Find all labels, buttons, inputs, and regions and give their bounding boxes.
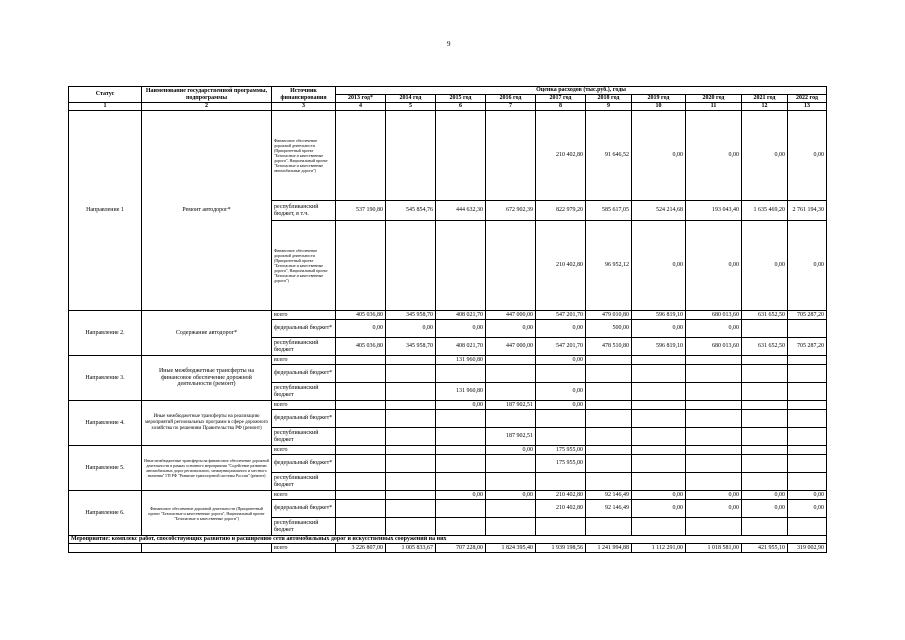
value-cell: [686, 356, 742, 365]
header-year: 2022 год: [788, 95, 827, 103]
value-cell: [486, 356, 536, 365]
measure-title: Мероприятие: комплекс работ, способствующих развитию и расширению сети автомобильных дорог и искусственных сооружений на них: [69, 536, 827, 544]
value-cell: [536, 518, 586, 536]
value-cell: [486, 518, 536, 536]
value-cell: 405 036,80: [336, 311, 386, 320]
value-cell: 500,00: [586, 320, 632, 338]
value-cell: 0,00: [686, 111, 742, 201]
status-cell: Направление 1: [69, 111, 142, 311]
value-cell: 447 000,00: [486, 311, 536, 320]
value-cell: 0,00: [632, 320, 686, 338]
status-cell: Направление 2.: [69, 311, 142, 356]
value-cell: 210 402,80: [536, 491, 586, 500]
value-cell: 0,00: [742, 500, 788, 518]
value-cell: 0,00: [486, 446, 536, 455]
value-cell: [686, 365, 742, 383]
program-name-cell: Финансовое обеспечение дорожной деятельности (Приоритетный проект "Безопасные и качественные дороги", Национальный проект "Безопасные и качественные дороги"): [142, 491, 272, 536]
value-cell: 91 646,52: [586, 111, 632, 201]
status-cell: Направление 6.: [69, 491, 142, 536]
value-cell: [336, 455, 386, 473]
value-cell: 175 955,00: [536, 455, 586, 473]
value-cell: [336, 401, 386, 410]
value-cell: [742, 356, 788, 365]
value-cell: 596 819,10: [632, 338, 686, 356]
funding-source-cell: всего: [272, 356, 336, 365]
value-cell: 92 146,49: [586, 491, 632, 500]
funding-source-cell: Финансовое обеспечение дорожной деятельности (Приоритетный проект "Безопасные и качественные дороги", Национальный проект "Безопасные и качественные автомобильные дороги"): [272, 111, 336, 201]
value-cell: [742, 410, 788, 428]
program-name-cell: Иные межбюджетные трансферты на финансовое обеспечение дорожной деятельности в рамках основного мероприятия "Содействие развитию автомобильных дорог регионального, межмуниципального и местного значения" ГП РФ "Развитие транспортной системы России" (ремонт): [142, 446, 272, 491]
value-cell: [436, 365, 486, 383]
value-cell: 707 228,00: [436, 544, 486, 553]
value-cell: [436, 428, 486, 446]
value-cell: [386, 446, 436, 455]
value-cell: [436, 455, 486, 473]
value-cell: [788, 401, 827, 410]
value-cell: 0,00: [788, 111, 827, 201]
value-cell: [788, 428, 827, 446]
table-row: [69, 401, 827, 410]
table-row: [69, 111, 827, 201]
funding-source-cell: Финансовое обеспечение дорожной деятельности (Приоритетный проект "Безопасные и качественные дороги", Национальный проект "Безопасные и качественные дороги"): [272, 221, 336, 311]
value-cell: [386, 500, 436, 518]
header-column-number: 9: [586, 103, 632, 111]
value-cell: [632, 455, 686, 473]
value-cell: 0,00: [632, 500, 686, 518]
value-cell: [742, 365, 788, 383]
value-cell: [742, 320, 788, 338]
value-cell: [336, 410, 386, 428]
value-cell: 0,00: [686, 221, 742, 311]
value-cell: 537 190,80: [336, 201, 386, 221]
value-cell: [742, 446, 788, 455]
value-cell: [436, 446, 486, 455]
value-cell: [536, 473, 586, 491]
value-cell: [742, 383, 788, 401]
page-number: 9: [447, 40, 451, 48]
value-cell: [742, 428, 788, 446]
value-cell: 345 958,70: [386, 338, 436, 356]
program-name-cell: Ремонт автодорог*: [142, 111, 272, 311]
value-cell: [788, 473, 827, 491]
header-year: 2013 год*: [336, 95, 386, 103]
value-cell: [686, 410, 742, 428]
value-cell: 408 021,70: [436, 338, 486, 356]
header-column-number: 13: [788, 103, 827, 111]
value-cell: [486, 455, 536, 473]
value-cell: [788, 320, 827, 338]
value-cell: [686, 446, 742, 455]
value-cell: [586, 365, 632, 383]
value-cell: [586, 473, 632, 491]
value-cell: [436, 473, 486, 491]
value-cell: 547 201,70: [536, 338, 586, 356]
value-cell: 0,00: [788, 491, 827, 500]
value-cell: 131 960,80: [436, 383, 486, 401]
value-cell: [788, 455, 827, 473]
value-cell: [632, 446, 686, 455]
program-name-cell: Содержание автодорог*: [142, 311, 272, 356]
value-cell: 0,00: [742, 111, 788, 201]
header-column-number: 4: [336, 103, 386, 111]
value-cell: [686, 401, 742, 410]
table-row: [69, 536, 827, 544]
value-cell: [336, 356, 386, 365]
value-cell: 585 617,05: [586, 201, 632, 221]
value-cell: [386, 111, 436, 201]
value-cell: [586, 518, 632, 536]
value-cell: [336, 365, 386, 383]
value-cell: [436, 518, 486, 536]
value-cell: 1 112 291,00: [632, 544, 686, 553]
value-cell: [632, 473, 686, 491]
status-cell: Направление 4.: [69, 401, 142, 446]
header-year: 2018 год: [586, 95, 632, 103]
table-row: [69, 311, 827, 320]
value-cell: [436, 111, 486, 201]
value-cell: [686, 518, 742, 536]
value-cell: 479 010,80: [586, 311, 632, 320]
program-name-cell: Иные межбюджетные трансферты на финансовое обеспечение дорожной деятельности (ремонт): [142, 356, 272, 401]
value-cell: [632, 401, 686, 410]
value-cell: 547 201,70: [536, 311, 586, 320]
header-source: Источник финансирования: [272, 87, 336, 103]
value-cell: [632, 410, 686, 428]
value-cell: 672 902,39: [486, 201, 536, 221]
value-cell: [586, 401, 632, 410]
value-cell: [742, 455, 788, 473]
value-cell: [486, 365, 536, 383]
header-column-number: 2: [142, 103, 272, 111]
value-cell: [586, 356, 632, 365]
status-cell: [69, 544, 142, 553]
value-cell: 680 013,60: [686, 311, 742, 320]
value-cell: [742, 401, 788, 410]
value-cell: 1 939 198,56: [536, 544, 586, 553]
funding-source-cell: федеральный бюджет*: [272, 410, 336, 428]
value-cell: [788, 356, 827, 365]
header-column-number: 6: [436, 103, 486, 111]
value-cell: 210 402,80: [536, 111, 586, 201]
funding-source-cell: республиканский бюджет: [272, 338, 336, 356]
value-cell: 1 635 469,20: [742, 201, 788, 221]
value-cell: 3 226 807,00: [336, 544, 386, 553]
value-cell: 705 287,20: [788, 311, 827, 320]
value-cell: 631 652,50: [742, 338, 788, 356]
header-column-number: 1: [69, 103, 142, 111]
value-cell: [632, 365, 686, 383]
value-cell: [386, 383, 436, 401]
value-cell: [536, 428, 586, 446]
value-cell: [386, 356, 436, 365]
funding-source-cell: всего: [272, 491, 336, 500]
value-cell: [436, 221, 486, 311]
value-cell: [486, 111, 536, 201]
value-cell: [436, 410, 486, 428]
funding-source-cell: республиканский бюджет: [272, 428, 336, 446]
table-row: [69, 356, 827, 365]
value-cell: 0,00: [436, 320, 486, 338]
value-cell: [632, 518, 686, 536]
value-cell: [386, 491, 436, 500]
value-cell: 92 146,49: [586, 500, 632, 518]
value-cell: [386, 410, 436, 428]
value-cell: 0,00: [536, 401, 586, 410]
value-cell: [632, 383, 686, 401]
funding-source-cell: республиканский бюджет: [272, 383, 336, 401]
value-cell: 0,00: [336, 320, 386, 338]
header-year: 2020 год: [686, 95, 742, 103]
table-row: [69, 491, 827, 500]
value-cell: 421 955,10: [742, 544, 788, 553]
value-cell: 187 902,51: [486, 401, 536, 410]
value-cell: [486, 410, 536, 428]
value-cell: 408 021,70: [436, 311, 486, 320]
header-column-number: 8: [536, 103, 586, 111]
value-cell: [788, 383, 827, 401]
value-cell: 0,00: [742, 491, 788, 500]
funding-source-cell: республиканский бюджет: [272, 473, 336, 491]
header-estimate: Оценка расходов (тыс.руб.), годы: [336, 87, 827, 95]
value-cell: [336, 500, 386, 518]
value-cell: 444 632,30: [436, 201, 486, 221]
header-status: Статус: [69, 87, 142, 103]
value-cell: 131 960,80: [436, 356, 486, 365]
value-cell: 1 018 581,00: [686, 544, 742, 553]
value-cell: 187 902,51: [486, 428, 536, 446]
value-cell: [788, 365, 827, 383]
value-cell: 0,00: [686, 320, 742, 338]
value-cell: [486, 221, 536, 311]
value-cell: 0,00: [788, 221, 827, 311]
value-cell: 1 005 833,67: [386, 544, 436, 553]
status-cell: Направление 3.: [69, 356, 142, 401]
value-cell: 0,00: [632, 111, 686, 201]
value-cell: [586, 410, 632, 428]
funding-source-cell: федеральный бюджет*: [272, 365, 336, 383]
value-cell: 405 036,80: [336, 338, 386, 356]
value-cell: [336, 111, 386, 201]
header-column-number: 12: [742, 103, 788, 111]
funding-source-cell: республиканский бюджет: [272, 518, 336, 536]
value-cell: [386, 365, 436, 383]
value-cell: 0,00: [742, 221, 788, 311]
value-cell: 345 958,70: [386, 311, 436, 320]
value-cell: [586, 428, 632, 446]
value-cell: [386, 401, 436, 410]
value-cell: 631 652,50: [742, 311, 788, 320]
header-year: 2015 год: [436, 95, 486, 103]
value-cell: 0,00: [632, 491, 686, 500]
value-cell: 545 854,76: [386, 201, 436, 221]
value-cell: [788, 518, 827, 536]
expenditure-table: [68, 86, 827, 553]
funding-source-cell: федеральный бюджет*: [272, 500, 336, 518]
value-cell: 0,00: [686, 500, 742, 518]
header-column-number: 11: [686, 103, 742, 111]
table-row: [69, 544, 827, 553]
program-name-cell: [142, 544, 272, 553]
value-cell: [788, 446, 827, 455]
value-cell: 193 043,40: [686, 201, 742, 221]
status-cell: Направление 5.: [69, 446, 142, 491]
value-cell: [436, 500, 486, 518]
value-cell: 680 013,60: [686, 338, 742, 356]
value-cell: [386, 455, 436, 473]
funding-source-cell: всего: [272, 446, 336, 455]
value-cell: [632, 356, 686, 365]
value-cell: 478 510,80: [586, 338, 632, 356]
funding-source-cell: всего: [272, 401, 336, 410]
value-cell: 705 287,20: [788, 338, 827, 356]
value-cell: [536, 365, 586, 383]
value-cell: 822 979,20: [536, 201, 586, 221]
value-cell: 0,00: [386, 320, 436, 338]
program-name-cell: Иные межбюджетные трансферты на реализацию мероприятий региональных программ в сфере дорожного хозяйства по решениям Правительства РФ (ремонт): [142, 401, 272, 446]
funding-source-cell: всего: [272, 311, 336, 320]
value-cell: [386, 473, 436, 491]
table-row: [69, 446, 827, 455]
funding-source-cell: всего: [272, 544, 336, 553]
value-cell: [336, 518, 386, 536]
value-cell: 0,00: [436, 401, 486, 410]
value-cell: 210 402,80: [536, 500, 586, 518]
value-cell: [386, 428, 436, 446]
value-cell: 0,00: [486, 320, 536, 338]
value-cell: [586, 455, 632, 473]
header-column-number: 10: [632, 103, 686, 111]
value-cell: [686, 455, 742, 473]
value-cell: 0,00: [536, 383, 586, 401]
value-cell: [486, 500, 536, 518]
value-cell: [536, 410, 586, 428]
value-cell: [336, 491, 386, 500]
value-cell: [632, 428, 686, 446]
header-program: Наименование государственной программы, подпрограммы: [142, 87, 272, 103]
value-cell: 0,00: [436, 491, 486, 500]
value-cell: 0,00: [486, 491, 536, 500]
value-cell: 0,00: [788, 500, 827, 518]
header-column-number: 7: [486, 103, 536, 111]
value-cell: [486, 473, 536, 491]
header-year: 2014 год: [386, 95, 436, 103]
value-cell: 2 761 194,30: [788, 201, 827, 221]
value-cell: 524 214,68: [632, 201, 686, 221]
value-cell: 1 241 994,88: [586, 544, 632, 553]
value-cell: 0,00: [632, 221, 686, 311]
value-cell: 96 952,12: [586, 221, 632, 311]
value-cell: [336, 428, 386, 446]
value-cell: [686, 428, 742, 446]
value-cell: 1 824 395,40: [486, 544, 536, 553]
value-cell: [386, 518, 436, 536]
value-cell: 0,00: [686, 491, 742, 500]
value-cell: [336, 446, 386, 455]
value-cell: 175 955,00: [536, 446, 586, 455]
value-cell: [742, 473, 788, 491]
value-cell: [336, 221, 386, 311]
value-cell: 210 402,80: [536, 221, 586, 311]
value-cell: [486, 383, 536, 401]
funding-source-cell: федеральный бюджет*: [272, 455, 336, 473]
value-cell: [386, 221, 436, 311]
value-cell: 0,00: [536, 320, 586, 338]
value-cell: [336, 473, 386, 491]
value-cell: [336, 383, 386, 401]
header-year: 2016 год: [486, 95, 536, 103]
header-year: 2021 год: [742, 95, 788, 103]
header-column-number: 5: [386, 103, 436, 111]
header-year: 2017 год: [536, 95, 586, 103]
value-cell: 0,00: [536, 356, 586, 365]
value-cell: 596 819,10: [632, 311, 686, 320]
value-cell: [788, 410, 827, 428]
header-year: 2019 год: [632, 95, 686, 103]
value-cell: 447 000,00: [486, 338, 536, 356]
value-cell: [586, 446, 632, 455]
value-cell: [686, 383, 742, 401]
header-column-number: 3: [272, 103, 336, 111]
value-cell: [686, 473, 742, 491]
value-cell: [742, 518, 788, 536]
funding-source-cell: республиканский бюджет, в т.ч.: [272, 201, 336, 221]
value-cell: [586, 383, 632, 401]
value-cell: 319 002,90: [788, 544, 827, 553]
funding-source-cell: федеральный бюджет*: [272, 320, 336, 338]
